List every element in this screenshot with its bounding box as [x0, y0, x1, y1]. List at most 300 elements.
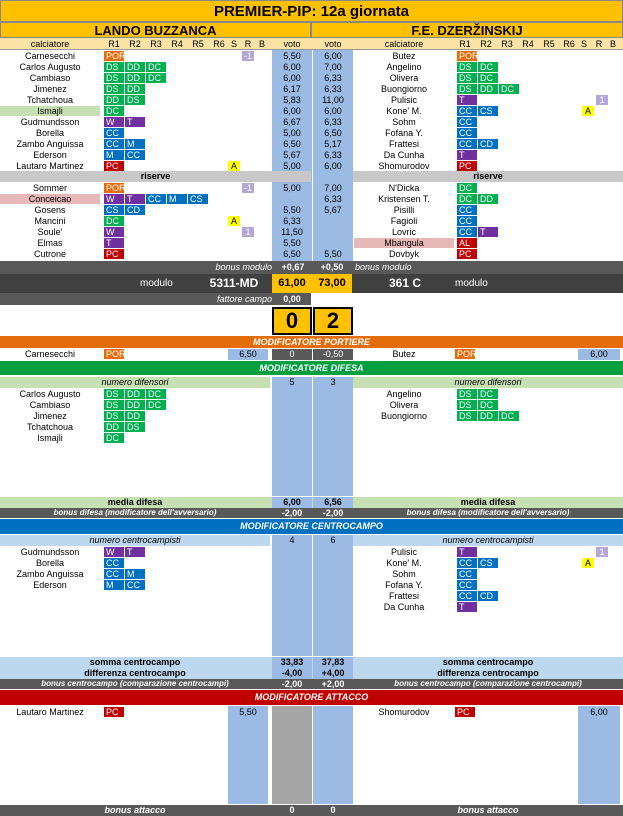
attacco-away-role: PC — [455, 707, 475, 717]
bonus-modulo-strip — [0, 261, 623, 274]
portiere-home-name: Carnesecchi — [24, 349, 76, 359]
modulo-label-home: modulo — [140, 278, 173, 289]
player-voto: 6,50 — [272, 139, 312, 150]
column-header — [0, 38, 623, 50]
role-badge: CC — [457, 216, 477, 226]
player-row — [324, 194, 623, 205]
player-name: Ismajli — [0, 106, 100, 116]
player-row — [353, 389, 623, 400]
role-badge: AL — [457, 238, 477, 248]
player-row — [324, 62, 623, 73]
player-name: Da Cunha — [383, 602, 425, 612]
player-voto: 7,00 — [313, 183, 353, 194]
attacco-away-voto: 6,00 — [578, 707, 620, 718]
portiere-home-voto: 6,50 — [228, 349, 268, 360]
role-badge: CC — [104, 558, 124, 568]
cc-num-label-away: numero centrocampisti — [353, 535, 623, 546]
attacco-home-role: PC — [104, 707, 124, 717]
player-row — [0, 422, 311, 433]
bonus-cc-label-home: bonus centrocampo (comparazione centrocampi) — [41, 679, 229, 688]
player-row — [0, 238, 311, 249]
player-row — [353, 547, 623, 558]
player-row — [324, 139, 623, 150]
player-name: Carlos Augusto — [19, 389, 81, 399]
player-voto: 11,00 — [313, 95, 353, 106]
difesa-voto-col-home — [272, 388, 312, 496]
media-difesa-row — [0, 497, 623, 508]
player-row — [353, 591, 623, 602]
player-name: Frattesi — [388, 139, 419, 149]
cc-voto-col-home — [272, 546, 312, 656]
role-badge: T — [125, 194, 145, 204]
player-voto: 6,33 — [313, 117, 353, 128]
attacco-away-name: Shomurodov — [378, 707, 430, 717]
header-r2-away: R2 — [480, 39, 492, 49]
player-row — [324, 183, 623, 194]
fattore-campo-label: fattore campo — [216, 294, 272, 304]
player-voto: 6,33 — [313, 194, 353, 205]
player-row — [0, 73, 311, 84]
player-name: Borella — [35, 128, 64, 138]
player-name: Fofana Y. — [385, 580, 423, 590]
role-badge: POR — [106, 183, 126, 193]
rating-extra: -1 — [243, 183, 252, 193]
header-r3: R3 — [150, 39, 162, 49]
role-badge: DS — [125, 95, 145, 105]
player-name: Ederson — [33, 580, 67, 590]
role-badge: CC — [457, 128, 477, 138]
player-row — [0, 558, 311, 569]
player-name: Dovbyk — [388, 249, 419, 259]
role-badge: DC — [146, 389, 166, 399]
player-voto — [272, 194, 312, 205]
player-row — [353, 580, 623, 591]
role-badge: CC — [457, 117, 477, 127]
role-badge: CC — [457, 139, 477, 149]
rating-extra: -1 — [243, 51, 252, 61]
modulo-strip — [0, 274, 623, 293]
player-name: Angelino — [386, 62, 422, 72]
header-voto-home: voto — [283, 39, 301, 49]
bonus-difesa-away: -2,00 — [322, 508, 344, 518]
bonus-modulo-away: +0,50 — [320, 262, 344, 272]
role-badge: DC — [457, 183, 477, 193]
band-portiere: MODIFICATORE PORTIERE — [0, 336, 623, 348]
band-centrocampo: MODIFICATORE CENTROCAMPO — [0, 519, 623, 534]
player-name: Jimenez — [33, 411, 67, 421]
player-row — [0, 62, 311, 73]
role-badge: DC — [104, 106, 124, 116]
player-name: Zambo Anguissa — [16, 569, 84, 579]
attacco-away-mod-col — [313, 706, 353, 804]
role-badge: W — [104, 194, 124, 204]
header-r5: R5 — [192, 39, 204, 49]
player-row — [353, 400, 623, 411]
role-badge: CC — [457, 106, 477, 116]
player-row — [0, 150, 311, 161]
role-badge: DD — [104, 95, 124, 105]
player-name: Sommer — [32, 183, 67, 193]
player-voto: 5,83 — [272, 95, 312, 106]
player-name: Butez — [392, 51, 416, 61]
media-difesa-away: 6,56 — [313, 497, 353, 508]
player-row — [353, 238, 623, 249]
player-name: Sohm — [392, 569, 416, 579]
player-row — [324, 128, 623, 139]
attacco-row — [0, 707, 623, 718]
rating-extra: 1 — [596, 547, 608, 557]
player-voto: 6,00 — [313, 51, 353, 62]
role-badge: DS — [104, 84, 124, 94]
role-badge: DD — [125, 411, 145, 421]
role-badge: T — [457, 547, 477, 557]
total-home: 61,00 — [272, 274, 312, 293]
player-name: Zambo Anguissa — [16, 139, 84, 149]
player-voto: 6,67 — [272, 117, 312, 128]
header-r6: R6 — [213, 39, 225, 49]
player-name: Ederson — [33, 150, 67, 160]
player-row — [0, 411, 311, 422]
role-badge: DD — [125, 400, 145, 410]
player-row — [0, 433, 311, 444]
role-badge: POR — [459, 51, 479, 61]
role-badge: CC — [457, 591, 477, 601]
portiere-away-role: POR — [457, 349, 477, 359]
player-row — [324, 205, 623, 216]
role-badge: PC — [457, 249, 477, 259]
attacco-home-voto-col — [228, 706, 268, 804]
role-badge: DC — [104, 216, 124, 226]
modulo-label-away: modulo — [455, 278, 488, 289]
player-voto: 6,33 — [272, 216, 312, 227]
role-badge: DS — [457, 73, 477, 83]
somma-cc-label-home: somma centrocampo — [89, 657, 181, 667]
header-r6-away: R6 — [563, 39, 575, 49]
role-badge: DD — [104, 422, 124, 432]
player-voto: 5,17 — [313, 139, 353, 150]
bonus-attacco-home: 0 — [289, 805, 295, 815]
cc-num-away: 6 — [313, 535, 353, 546]
player-name: Tchatchoua — [26, 422, 74, 432]
player-voto: 5,50 — [272, 51, 312, 62]
bonus-modulo-label: bonus modulo — [215, 262, 272, 272]
player-name: Mancini — [34, 216, 66, 226]
role-badge: CS — [478, 558, 498, 568]
role-badge: DC — [146, 62, 166, 72]
player-voto: 5,00 — [272, 183, 312, 194]
player-voto: 5,00 — [272, 161, 312, 172]
player-name: Gosens — [34, 205, 66, 215]
role-badge: T — [125, 117, 145, 127]
portiere-away-mod: -0,50 — [313, 349, 353, 360]
bonus-modulo-home: +0,67 — [281, 262, 305, 272]
bonus-cc-row — [0, 679, 623, 689]
bonus-attacco-row — [0, 805, 623, 816]
bonus-difesa-home: -2,00 — [281, 508, 303, 518]
player-row — [324, 150, 623, 161]
header-r3-away: R3 — [501, 39, 513, 49]
role-badge: DC — [478, 73, 498, 83]
role-badge: M — [167, 194, 187, 204]
fattore-campo-strip — [0, 293, 311, 305]
player-voto — [313, 216, 353, 227]
player-voto: 5,67 — [313, 205, 353, 216]
player-name: Pulisic — [390, 95, 417, 105]
player-row — [0, 569, 311, 580]
portiere-away-voto: 6,00 — [578, 349, 620, 360]
player-name: Sohm — [392, 117, 416, 127]
modulo-home: 5311-MD — [209, 276, 259, 290]
rating-extra: 1 — [596, 95, 608, 105]
cc-num-label-home: numero centrocampisti — [0, 535, 270, 546]
band-difesa: MODIFICATORE DIFESA — [0, 361, 623, 375]
header-r1-away: R1 — [459, 39, 471, 49]
player-name: Ismajli — [37, 433, 63, 443]
role-badge: DC — [146, 73, 166, 83]
role-badge: DD — [478, 194, 498, 204]
role-badge: CC — [146, 194, 166, 204]
header-b-away: B — [609, 39, 616, 49]
riserve-header-home: riserve — [0, 171, 311, 182]
role-badge: PC — [457, 161, 477, 171]
role-badge: DC — [457, 194, 477, 204]
header-s: S — [230, 39, 237, 49]
role-badge: W — [104, 117, 124, 127]
cc-num-home: 4 — [272, 535, 312, 546]
role-badge: DS — [457, 62, 477, 72]
player-voto: 6,33 — [313, 150, 353, 161]
attacco-away-voto-col — [578, 706, 620, 804]
role-badge: PC — [104, 249, 124, 259]
role-badge: CS — [188, 194, 208, 204]
bonus-cc-label-away: bonus centrocampo (comparazione centrocampi) — [394, 679, 582, 688]
somma-cc-row — [0, 657, 623, 668]
role-badge: DS — [104, 73, 124, 83]
player-name: N'Dicka — [388, 183, 420, 193]
portiere-home-role: POR — [106, 349, 126, 359]
player-row — [0, 194, 311, 205]
header-r5-away: R5 — [543, 39, 555, 49]
player-voto: 11,50 — [272, 227, 312, 238]
somma-cc-home: 33,83 — [272, 657, 312, 668]
player-name: Cambiaso — [29, 73, 71, 83]
player-name: Angelino — [386, 389, 422, 399]
role-badge: DC — [499, 411, 519, 421]
header-b: B — [258, 39, 265, 49]
player-row — [324, 106, 623, 117]
player-name: Kristensen T. — [378, 194, 430, 204]
band-attacco: MODIFICATORE ATTACCO — [0, 690, 623, 705]
difesa-num-label-away: numero difensori — [353, 377, 623, 388]
player-voto — [313, 227, 353, 238]
bonus-cc-away: +2,00 — [321, 679, 345, 689]
role-badge: CC — [125, 150, 145, 160]
player-row — [324, 84, 623, 95]
player-name: Elmas — [37, 238, 63, 248]
role-badge: DC — [499, 84, 519, 94]
player-voto: 5,50 — [272, 238, 312, 249]
player-row — [0, 580, 311, 591]
role-badge: DD — [125, 73, 145, 83]
riserve-header-away: riserve — [353, 171, 623, 182]
player-row — [0, 51, 311, 62]
diff-cc-home: -4,00 — [272, 668, 312, 679]
player-row — [0, 205, 311, 216]
role-badge: CS — [478, 106, 498, 116]
player-voto: 6,50 — [313, 128, 353, 139]
player-name: Frattesi — [388, 591, 419, 601]
role-badge: DD — [125, 84, 145, 94]
player-row — [324, 117, 623, 128]
role-badge: DS — [104, 62, 124, 72]
player-name: Da Cunha — [383, 150, 425, 160]
bonus-difesa-row — [0, 508, 623, 518]
somma-cc-away: 37,83 — [313, 657, 353, 668]
player-row — [0, 389, 311, 400]
role-badge: W — [104, 227, 124, 237]
role-badge: DC — [478, 62, 498, 72]
home-team-name: LANDO BUZZANCA — [0, 22, 311, 38]
player-voto: 5,50 — [272, 205, 312, 216]
media-difesa-home: 6,00 — [272, 497, 312, 508]
role-badge: CC — [457, 227, 477, 237]
player-name: Tchatchoua — [26, 95, 74, 105]
player-name: Fofana Y. — [385, 128, 423, 138]
player-row — [0, 84, 311, 95]
player-voto: 5,50 — [313, 249, 353, 260]
header-calciatore-away: calciatore — [384, 39, 424, 49]
player-voto: 6,00 — [272, 62, 312, 73]
score-home: 0 — [272, 307, 312, 335]
player-name: Olivera — [389, 73, 419, 83]
role-badge: DS — [457, 84, 477, 94]
role-badge: POR — [106, 51, 126, 61]
player-voto: 5,00 — [272, 128, 312, 139]
player-voto: 5,67 — [272, 150, 312, 161]
player-name: Soule' — [37, 227, 63, 237]
role-badge: M — [125, 139, 145, 149]
bonus-modulo-label-away: bonus modulo — [355, 262, 412, 272]
role-badge: CC — [104, 569, 124, 579]
player-row — [0, 106, 311, 117]
rating-extra: 1 — [242, 227, 254, 237]
difesa-num-home: 5 — [272, 377, 312, 388]
role-badge: M — [104, 150, 124, 160]
player-row — [0, 216, 311, 227]
role-badge: DS — [104, 411, 124, 421]
diff-cc-label-home: differenza centrocampo — [84, 668, 186, 678]
player-name: Carlos Augusto — [19, 62, 81, 72]
player-name: Cambiaso — [29, 400, 71, 410]
player-row — [0, 139, 311, 150]
role-badge: T — [478, 227, 498, 237]
player-row — [0, 183, 311, 194]
total-away: 73,00 — [312, 274, 352, 293]
player-voto: 6,00 — [272, 106, 312, 117]
flag-a: A — [582, 106, 594, 116]
header-voto-away: voto — [324, 39, 342, 49]
role-badge: DD — [125, 389, 145, 399]
header-r4-away: R4 — [522, 39, 534, 49]
player-row — [0, 227, 311, 238]
role-badge: DS — [104, 389, 124, 399]
player-row — [0, 128, 311, 139]
bonus-attacco-label-home: bonus attacco — [104, 805, 166, 815]
role-badge: T — [104, 238, 124, 248]
header-r-away: R — [595, 39, 603, 49]
player-row — [324, 73, 623, 84]
player-row — [0, 400, 311, 411]
difesa-num-away: 3 — [313, 377, 353, 388]
flag-a: A — [228, 216, 240, 226]
player-name: Shomurodov — [378, 161, 430, 171]
role-badge: T — [125, 547, 145, 557]
role-badge: DD — [125, 62, 145, 72]
player-name: Lautaro Martinez — [16, 161, 84, 171]
player-row — [353, 216, 623, 227]
bonus-attacco-away: 0 — [330, 805, 336, 815]
role-badge: CD — [478, 139, 498, 149]
role-badge: DS — [457, 389, 477, 399]
role-badge: DS — [457, 411, 477, 421]
player-voto: 6,00 — [272, 73, 312, 84]
role-badge: CC — [457, 580, 477, 590]
player-row — [322, 95, 623, 106]
player-voto: 6,00 — [313, 161, 353, 172]
role-badge: CS — [104, 205, 124, 215]
player-voto: 6,33 — [313, 73, 353, 84]
page-title: PREMIER-PIP: 12a giornata — [0, 0, 623, 22]
player-row — [353, 411, 623, 422]
player-row — [353, 602, 623, 613]
cc-voto-col-away — [313, 546, 353, 656]
role-badge: DC — [146, 400, 166, 410]
player-voto: 6,50 — [272, 249, 312, 260]
portiere-home-mod: 0 — [272, 349, 312, 360]
difesa-num-label-home: numero difensori — [0, 377, 270, 388]
role-badge: DD — [478, 84, 498, 94]
player-name: Conceicao — [0, 194, 100, 204]
somma-cc-label-away: somma centrocampo — [442, 657, 534, 667]
player-voto: 6,17 — [272, 84, 312, 95]
bonus-cc-home: -2,00 — [281, 679, 303, 689]
role-badge: CC — [457, 205, 477, 215]
player-name: Buongiorno — [380, 411, 428, 421]
attacco-home-mod-col — [272, 706, 312, 804]
role-badge: DS — [104, 400, 124, 410]
player-name: Pisilli — [393, 205, 415, 215]
portiere-row — [0, 349, 623, 360]
player-name: Jimenez — [33, 84, 67, 94]
player-row — [324, 249, 623, 260]
portiere-away-name: Butez — [392, 349, 416, 359]
player-row — [0, 95, 311, 106]
player-voto: 7,00 — [313, 62, 353, 73]
player-name: Borella — [35, 558, 64, 568]
media-difesa-label-away: media difesa — [460, 497, 516, 507]
player-name: Fagioli — [390, 216, 418, 226]
role-badge: CC — [104, 139, 124, 149]
player-name: Gudmundsson — [20, 547, 80, 557]
role-badge: M — [125, 569, 145, 579]
role-badge: DC — [478, 389, 498, 399]
player-row — [353, 569, 623, 580]
away-team-name: F.E. DZERŽINSKIJ — [311, 22, 623, 38]
media-difesa-label-home: media difesa — [107, 497, 163, 507]
score-away: 2 — [313, 307, 353, 335]
role-badge: DC — [104, 433, 124, 443]
flag-a: A — [582, 558, 594, 568]
